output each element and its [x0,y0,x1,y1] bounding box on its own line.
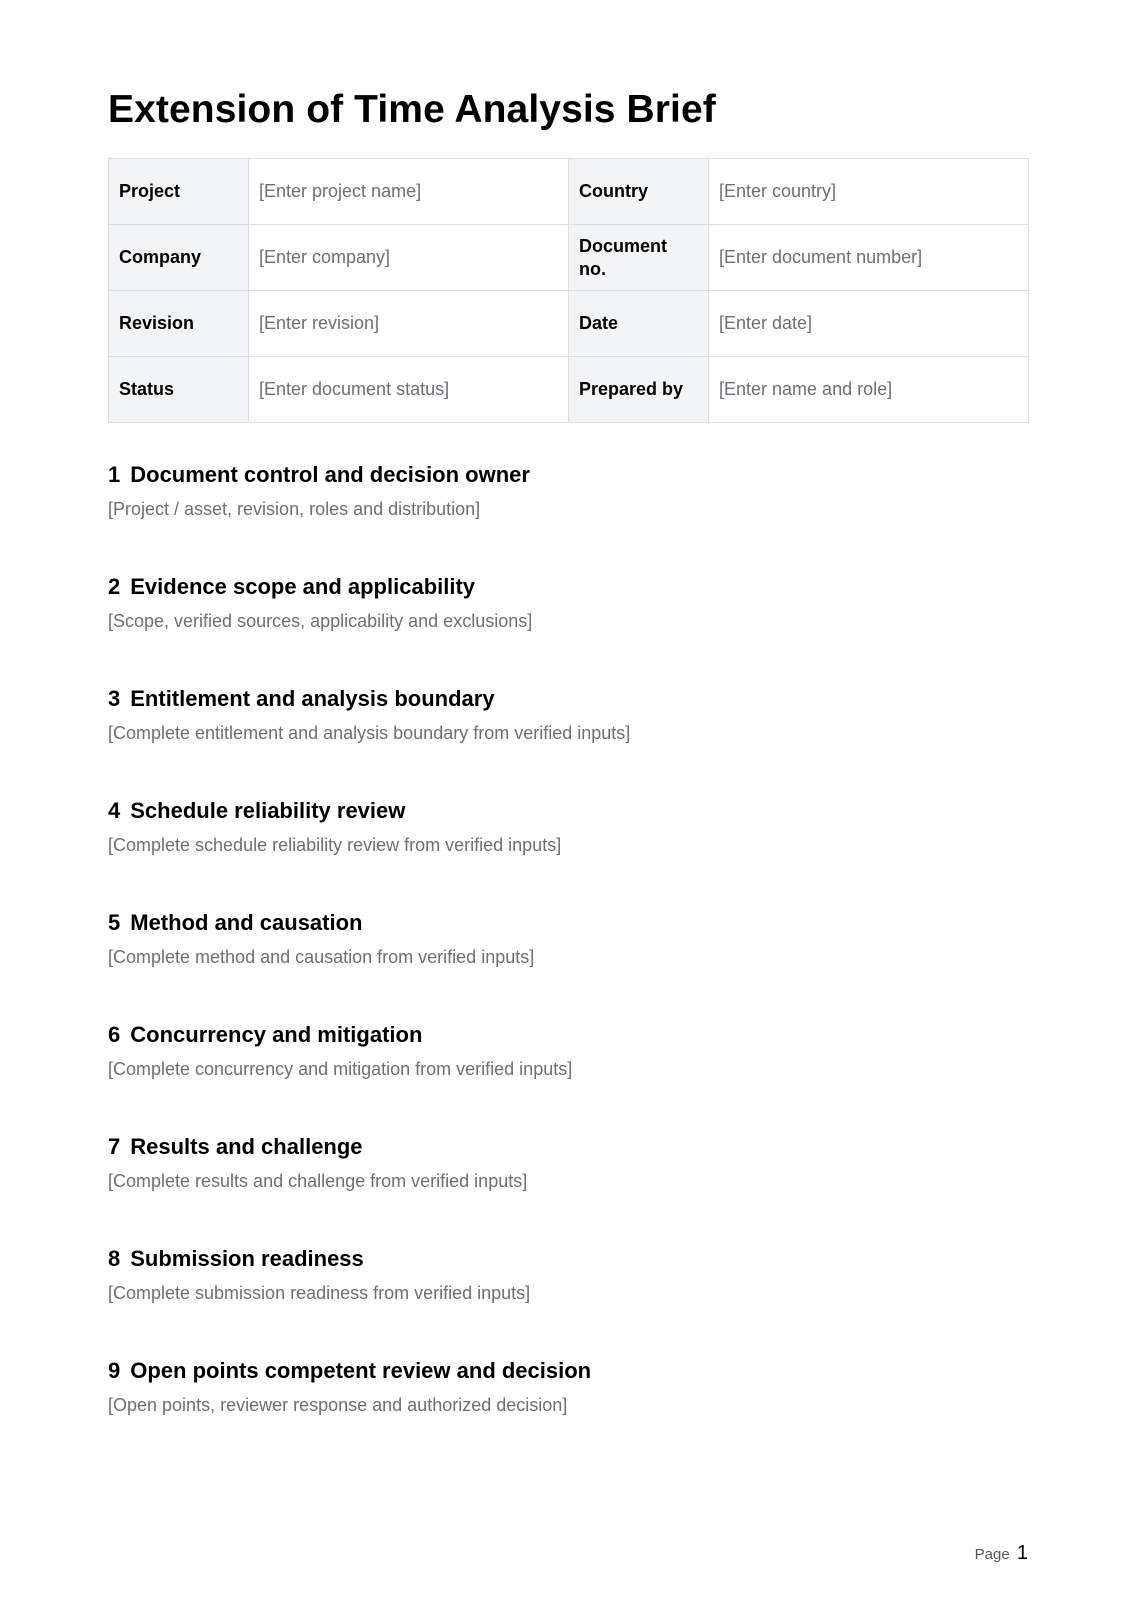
page-number: 1 [1016,1542,1028,1564]
metadata-value-prepared-by[interactable]: [Enter name and role] [709,357,1029,423]
section-number: 7 [108,1134,121,1159]
document-title: Extension of Time Analysis Brief [108,88,716,131]
metadata-label-company: Company [109,225,249,291]
section-number: 1 [108,462,121,487]
metadata-value-company[interactable]: [Enter company] [249,225,569,291]
metadata-value-status[interactable]: [Enter document status] [249,357,569,423]
section-8 [108,1246,1028,1358]
section-title: Concurrency and mitigation [130,1022,423,1047]
section-heading [108,1134,1028,1160]
metadata-value-document-no[interactable]: [Enter document number] [709,225,1029,291]
metadata-row-company [109,225,1029,291]
section-5 [108,910,1028,1022]
metadata-row-status [109,357,1029,423]
metadata-label-prepared-by: Prepared by [569,357,709,423]
section-title: Evidence scope and applicability [130,574,476,599]
metadata-value-project[interactable]: [Enter project name] [249,159,569,225]
section-placeholder[interactable]: [Complete entitlement and analysis boundary from verified inputs] [108,723,631,743]
section-6 [108,1022,1028,1134]
metadata-label-country: Country [569,159,709,225]
section-number: 6 [108,1022,121,1047]
metadata-value-date[interactable]: [Enter date] [709,291,1029,357]
section-1 [108,462,1028,574]
document-metadata-table [108,158,1029,423]
section-placeholder[interactable]: [Complete results and challenge from verified inputs] [108,1171,528,1191]
section-heading [108,1022,1028,1048]
section-heading [108,910,1028,936]
section-number: 5 [108,910,121,935]
metadata-value-country[interactable]: [Enter country] [709,159,1029,225]
section-heading [108,1358,1028,1384]
section-2 [108,574,1028,686]
document-sections [108,462,1028,1470]
section-title: Method and causation [130,910,363,935]
section-placeholder[interactable]: [Complete method and causation from verified inputs] [108,947,535,967]
metadata-value-revision[interactable]: [Enter revision] [249,291,569,357]
metadata-row-project [109,159,1029,225]
metadata-label-revision: Revision [109,291,249,357]
section-number: 2 [108,574,121,599]
section-9 [108,1358,1028,1470]
section-title: Entitlement and analysis boundary [130,686,495,711]
section-heading [108,686,1028,712]
section-heading [108,1246,1028,1272]
section-title: Document control and decision owner [130,462,530,487]
section-number: 9 [108,1358,121,1383]
metadata-label-document-no: Document no. [569,225,709,291]
metadata-label-project: Project [109,159,249,225]
section-placeholder[interactable]: [Open points, reviewer response and authorized decision] [108,1395,568,1415]
metadata-row-revision [109,291,1029,357]
section-4 [108,798,1028,910]
section-heading [108,798,1028,824]
section-placeholder[interactable]: [Project / asset, revision, roles and distribution] [108,499,481,519]
section-placeholder[interactable]: [Scope, verified sources, applicability and exclusions] [108,611,533,631]
section-title: Open points competent review and decision [130,1358,592,1383]
section-placeholder[interactable]: [Complete concurrency and mitigation from verified inputs] [108,1059,573,1079]
section-placeholder[interactable]: [Complete schedule reliability review from verified inputs] [108,835,562,855]
section-3 [108,686,1028,798]
metadata-label-date: Date [569,291,709,357]
section-title: Schedule reliability review [130,798,406,823]
page-label: Page [974,1546,1010,1563]
section-title: Submission readiness [130,1246,364,1271]
section-7 [108,1134,1028,1246]
page-footer [975,1542,1028,1565]
section-number: 8 [108,1246,121,1271]
section-title: Results and challenge [130,1134,363,1159]
section-placeholder[interactable]: [Complete submission readiness from verified inputs] [108,1283,531,1303]
section-number: 3 [108,686,121,711]
section-heading [108,462,1028,488]
metadata-label-status: Status [109,357,249,423]
section-heading [108,574,1028,600]
section-number: 4 [108,798,121,823]
